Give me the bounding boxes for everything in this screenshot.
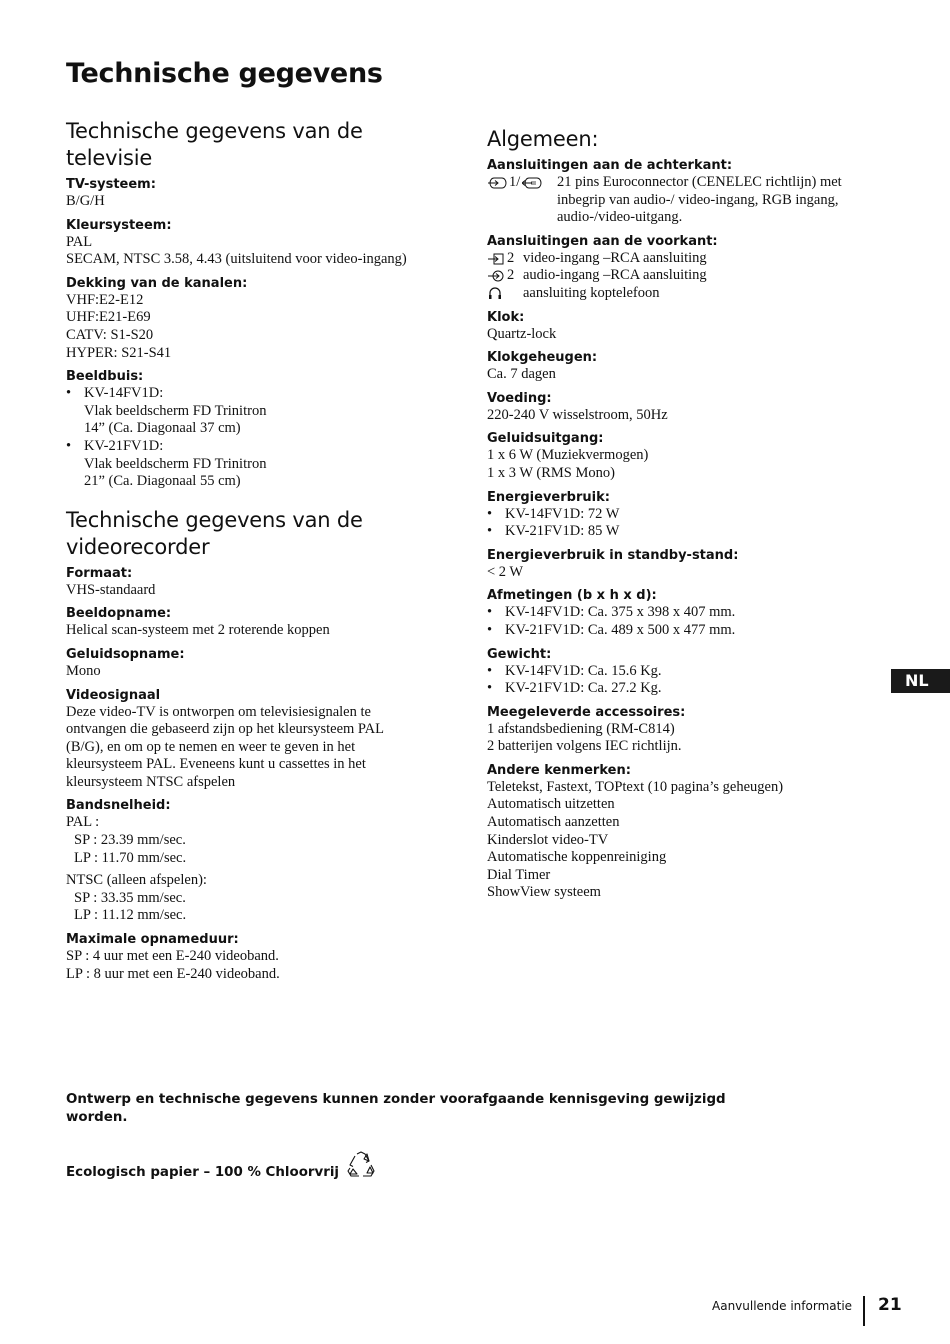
clock-spec <box>487 309 887 344</box>
spec-value: Teletekst, Fastext, TOPtext (10 pagina’s geheugen) <box>487 778 784 795</box>
spec-label: Aansluitingen aan de voorkant: <box>487 233 718 249</box>
spec-label: Bandsnelheid: <box>66 798 171 814</box>
general-section-heading: Algemeen: <box>487 127 599 151</box>
list-item: • KV-14FV1D: Ca. 375 x 398 x 407 mm. <box>487 604 887 622</box>
spec-value: 220-240 V wisselstroom, 50Hz <box>487 406 668 423</box>
list-item: • KV-21FV1D: <box>66 438 426 456</box>
headphones-icon <box>487 285 503 301</box>
spec-value: 21 pins Euroconnector (CENELEC richtlijn) met <box>557 174 842 190</box>
spec-value: SP : 23.39 mm/sec. <box>74 832 186 849</box>
spec-label: Beeldopname: <box>66 606 172 622</box>
left-column <box>66 118 426 983</box>
front-connector-row <box>487 267 887 285</box>
clock-memory-spec <box>487 349 887 384</box>
spec-value: 1 x 6 W (Muziekvermogen) <box>487 447 649 464</box>
spec-value: VHF:E2-E12 <box>66 291 144 308</box>
tape-speed-spec <box>66 797 426 925</box>
footer-divider <box>863 1296 865 1326</box>
connector-number: 2 <box>507 249 515 266</box>
spec-value: SECAM, NTSC 3.58, 4.43 (uitsluitend voor video-ingang) <box>66 251 407 268</box>
page-number: 21 <box>878 1295 902 1315</box>
scart-output-icon <box>522 176 542 190</box>
power-spec <box>487 390 887 425</box>
spec-label: Formaat: <box>66 565 133 581</box>
spec-label: Klokgeheugen: <box>487 350 598 366</box>
spec-value: HYPER: S21-S41 <box>66 344 172 361</box>
spec-label: Dekking van de kanalen: <box>66 275 248 291</box>
format-spec <box>66 565 426 600</box>
connector-number: 1/ <box>509 174 521 190</box>
eco-paper-text: Ecologisch papier – 100 % Chloorvrij <box>66 1165 340 1180</box>
spec-value: PAL : <box>66 814 100 831</box>
spec-label: Videosignaal <box>66 687 161 703</box>
spec-value: Vlak beeldscherm FD Trinitron <box>84 402 267 419</box>
spec-value: Mono <box>66 662 101 679</box>
channels-spec <box>66 275 426 362</box>
list-item: • KV-21FV1D: Ca. 489 x 500 x 477 mm. <box>487 622 887 640</box>
spec-value: 1 afstandsbediening (RM-C814) <box>487 720 675 737</box>
video-input-icon <box>487 252 505 266</box>
spec-value: Helical scan-systeem met 2 roterende koppen <box>66 622 330 639</box>
footer-section-title: Aanvullende informatie <box>712 1299 853 1313</box>
spec-value: Quartz-lock <box>487 325 557 342</box>
video-recording-spec <box>66 605 426 640</box>
spec-value: video-ingang –RCA aansluiting <box>523 249 707 266</box>
spec-value: UHF:E21-E69 <box>66 309 151 326</box>
audio-recording-spec <box>66 646 426 681</box>
spec-value: 2 batterijen volgens IEC richtlijn. <box>487 738 682 755</box>
spec-value: Automatisch aanzetten <box>487 814 620 831</box>
list-item: • KV-14FV1D: <box>66 385 426 403</box>
spec-label: Aansluitingen aan de achterkant: <box>487 158 733 173</box>
features-spec <box>487 762 887 902</box>
spec-label: Energieverbruik in standby-stand: <box>487 547 739 563</box>
scart-input-icon <box>487 176 507 190</box>
front-connections-spec <box>487 233 887 303</box>
tv-section-heading: Technische gegevens van de televisie <box>66 119 363 170</box>
eco-paper-note <box>66 1150 377 1180</box>
recycle-icon <box>345 1150 377 1180</box>
weight-spec <box>487 646 887 698</box>
spec-value: B/G/H <box>66 193 105 209</box>
spec-label: Andere kenmerken: <box>487 762 631 778</box>
spec-value: 1 x 3 W (RMS Mono) <box>487 464 615 481</box>
list-item: • KV-21FV1D: Ca. 27.2 Kg. <box>487 680 887 698</box>
front-connector-row <box>487 285 887 303</box>
spec-label: Geluidsuitgang: <box>487 431 604 447</box>
spec-value: Dial Timer <box>487 866 551 883</box>
spec-value: audio-/video-uitgang. <box>557 209 683 226</box>
vcr-section-heading: Technische gegevens van de videorecorder <box>66 507 363 559</box>
connector-number: 2 <box>507 267 515 284</box>
color-system-spec <box>66 217 426 269</box>
spec-label: Klok: <box>487 309 525 325</box>
spec-label: Afmetingen (b x h x d): <box>487 588 657 604</box>
spec-label: Kleursysteem: <box>66 217 172 233</box>
video-signal-spec <box>66 687 426 792</box>
audio-output-spec <box>487 430 887 482</box>
scart-connector-icon <box>487 174 557 192</box>
spec-value: NTSC (alleen afspelen): <box>66 872 207 889</box>
spec-label: Voeding: <box>487 390 552 406</box>
spec-value: PAL <box>66 233 93 250</box>
spec-paragraph: Deze video-TV is ontworpen om televisiesignalen te ontvangen die gebaseerd zijn op het kleursysteem PAL (B/G), en om op te nemen en weer te geven in het kleursysteem PAL. Eveneens kunt u cassettes in het kleursysteem NTSC afspelen <box>66 703 384 790</box>
consumption-spec <box>487 489 887 541</box>
spec-label: Beeldbuis: <box>66 369 144 385</box>
spec-value: SP : 4 uur met een E-240 videoband. <box>66 948 279 965</box>
page-title: Technische gegevens <box>66 58 383 89</box>
rear-connections-spec <box>487 157 887 227</box>
max-recording-spec <box>66 931 426 983</box>
spec-value: < 2 W <box>487 563 524 580</box>
spec-label: TV-systeem: <box>66 177 156 192</box>
spec-value: ShowView systeem <box>487 884 601 901</box>
headphones-icon-wrap <box>487 285 523 301</box>
audio-input-icon-wrap <box>487 267 523 285</box>
list-item: • KV-21FV1D: 85 W <box>487 523 887 541</box>
spec-value: SP : 33.35 mm/sec. <box>74 889 186 906</box>
spec-value: LP : 11.70 mm/sec. <box>74 849 187 866</box>
spec-value: Ca. 7 dagen <box>487 366 556 383</box>
spec-label: Gewicht: <box>487 646 552 662</box>
spec-value: Automatische koppenreiniging <box>487 849 667 866</box>
standby-spec <box>487 547 887 582</box>
spec-label: Energieverbruik: <box>487 489 610 505</box>
spec-value: VHS-standaard <box>66 581 156 598</box>
spec-value: LP : 11.12 mm/sec. <box>74 907 187 924</box>
video-input-icon-wrap <box>487 250 523 268</box>
spec-label: Meegeleverde accessoires: <box>487 704 686 720</box>
rear-connector-row <box>487 174 887 227</box>
spec-value: 14” (Ca. Diagonaal 37 cm) <box>84 420 241 437</box>
dimensions-spec <box>487 587 887 639</box>
spec-value: audio-ingang –RCA aansluiting <box>523 267 707 284</box>
spec-value: Automatisch uitzetten <box>487 796 615 813</box>
language-badge: NL <box>891 669 950 693</box>
front-connector-row <box>487 250 887 268</box>
spec-value: LP : 8 uur met een E-240 videoband. <box>66 965 280 982</box>
accessories-spec <box>487 704 887 756</box>
spec-value: Kinderslot video-TV <box>487 831 609 848</box>
list-item: • KV-14FV1D: 72 W <box>487 506 887 524</box>
spec-value: aansluiting koptelefoon <box>523 284 660 301</box>
tube-spec <box>66 368 426 491</box>
spec-label: Maximale opnameduur: <box>66 932 239 948</box>
spec-value: inbegrip van audio-/ video-ingang, RGB ingang, <box>557 191 839 208</box>
spec-value: 21” (Ca. Diagonaal 55 cm) <box>84 473 241 490</box>
rear-connector-text <box>557 174 887 227</box>
spec-value: Vlak beeldscherm FD Trinitron <box>84 455 267 472</box>
list-item: • KV-14FV1D: Ca. 15.6 Kg. <box>487 663 887 681</box>
audio-input-icon <box>487 269 505 283</box>
spec-value: CATV: S1-S20 <box>66 326 154 343</box>
disclaimer-note: Ontwerp en technische gegevens kunnen zonder voorafgaande kennisgeving gewijzigd worden. <box>66 1092 726 1125</box>
spec-label: Geluidsopname: <box>66 646 185 662</box>
tv-system-spec <box>66 176 426 211</box>
right-column <box>487 126 887 902</box>
